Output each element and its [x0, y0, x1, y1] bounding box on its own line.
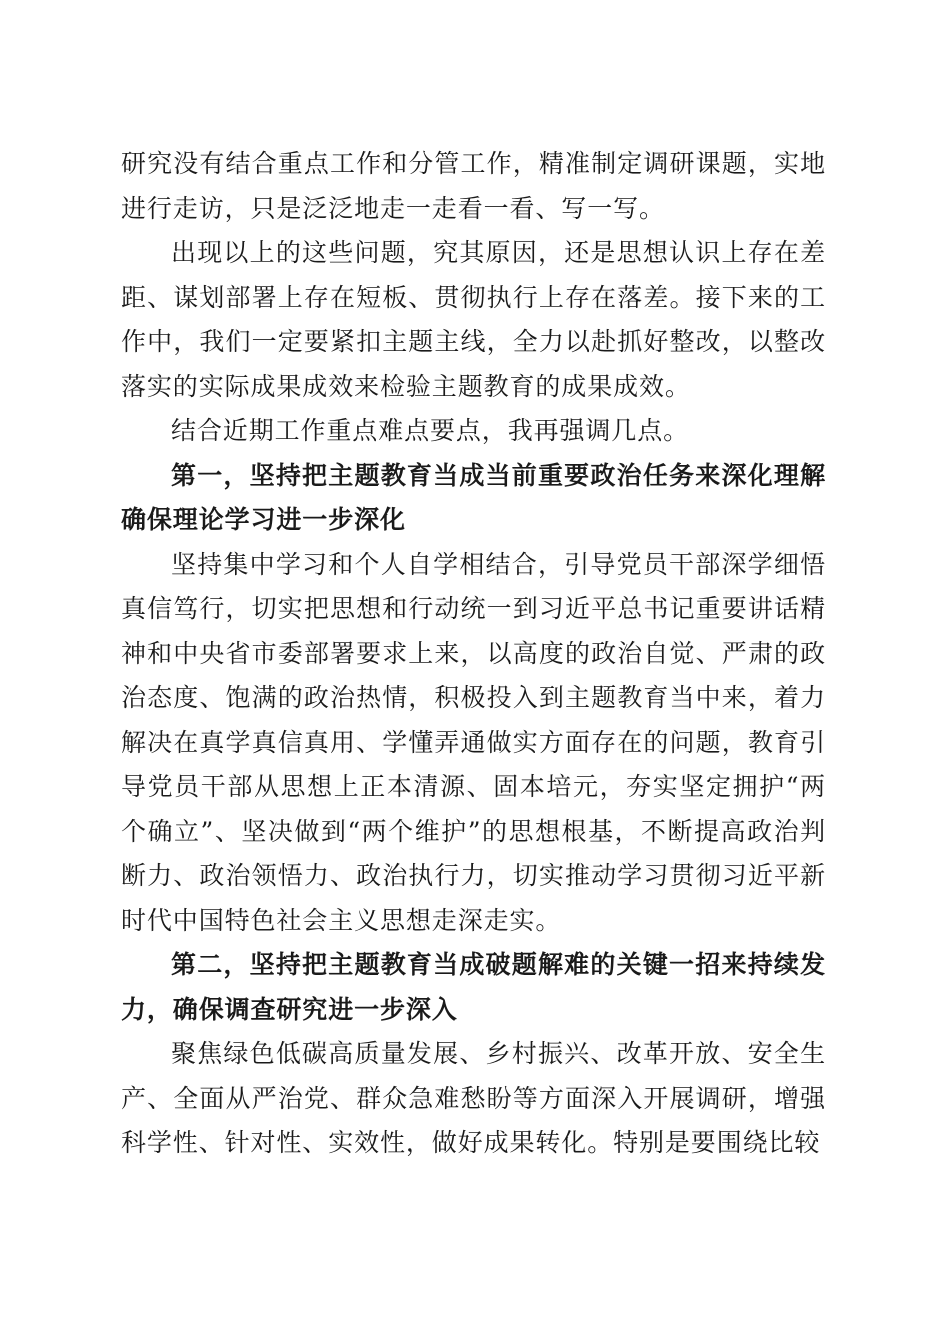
paragraph-problem-causes: 出现以上的这些问题，究其原因，还是思想认识上存在差距、谋划部署上存在短板、贯彻执行上存在落差。接下来的工作中，我们一定要紧扣主题主线，全力以赴抓好整改，以整改落实的实际成果成效来检验主题教育的成果成效。 — [121, 238, 826, 401]
paragraph-continuation: 研究没有结合重点工作和分管工作，精准制定调研课题，实地进行走访，只是泛泛地走一走看一看、写一写。 — [121, 149, 826, 223]
heading-point-two: 第二，坚持把主题教育当成破题解难的关键一招来持续发力，确保调查研究进一步深入 — [121, 950, 826, 1024]
heading-point-one: 第一，坚持把主题教育当成当前重要政治任务来深化理解确保理论学习进一步深化 — [121, 460, 826, 534]
paragraph-emphasis-intro: 结合近期工作重点难点要点，我再强调几点。 — [171, 416, 690, 445]
paragraph-theory-study: 坚持集中学习和个人自学相结合，引导党员干部深学细悟真信笃行，切实把思想和行动统一到习近平总书记重要讲话精神和中央省市委部署要求上来，以高度的政治自觉、严肃的政治态度、饱满的政治热情，积极投入到主题教育当中来，着力解决在真学真信真用、学懂弄通做实方面存在的问题，教育引导党员干部从思想上正本清源、固本培元，夯实坚定拥护“两个确立”、坚决做到“两个维护”的思想根基，不断提高政治判断力、政治领悟力、政治执行力，切实推动学习贯彻习近平新时代中国特色社会主义思想走深走实。 — [121, 549, 826, 935]
document-body — [121, 142, 826, 1166]
paragraph-research: 聚焦绿色低碳高质量发展、乡村振兴、改革开放、安全生产、全面从严治党、群众急难愁盼等方面深入开展调研，增强科学性、针对性、实效性，做好成果转化。特别是要围绕比较 — [121, 1039, 826, 1157]
